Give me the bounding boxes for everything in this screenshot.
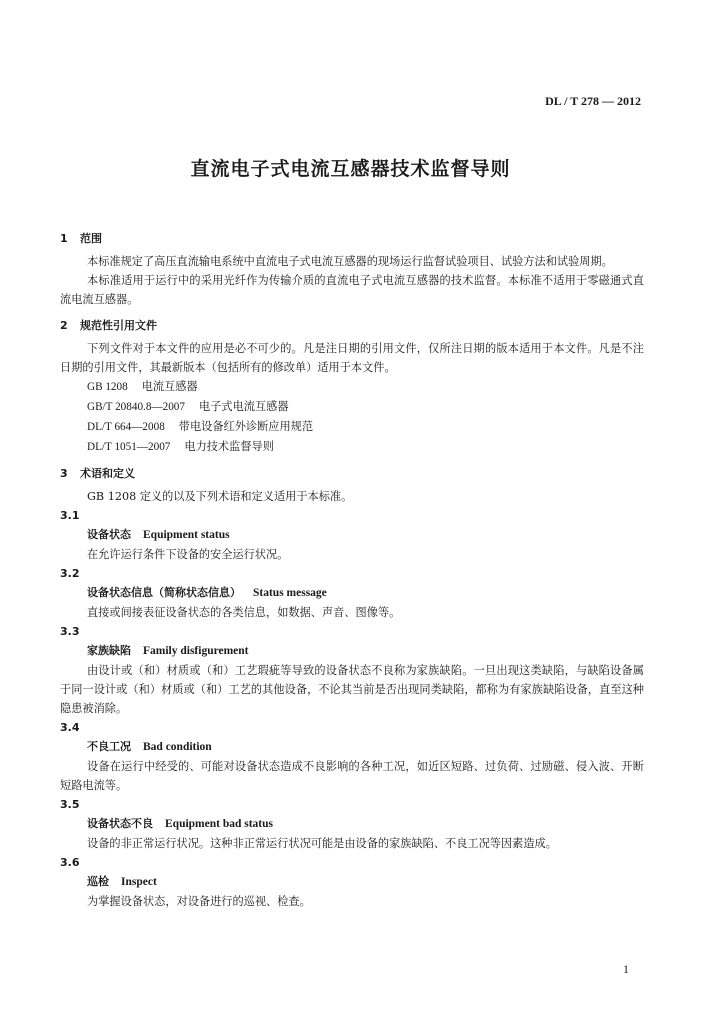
term-heading [60,814,644,834]
section-title: 术语和定义 [80,467,135,480]
reference-name: 电流互感器 [141,380,198,393]
term-definition: 在允许运行条件下设备的安全运行状况。 [87,548,289,561]
reference-name: 带电设备红外诊断应用规范 [178,420,314,433]
section-number: 3 [60,467,68,480]
clause-number: 3.4 [60,721,80,734]
clause-number: 3.5 [60,798,80,811]
term-cn: 设备状态信息（简称状态信息） [87,586,241,599]
document-title: 直流电子式电流互感器技术监督导则 [190,158,511,180]
section-number: 1 [60,232,68,245]
section-heading-references [60,316,644,335]
paragraph: 下列文件对于本文件的应用是必不可少的。凡是注日期的引用文件，仅所注日期的版本适用于本文件。凡是不注日期的引用文件，其最新版本（包括所有的修改单）适用于本文件。 [60,342,644,374]
term-heading [60,641,644,661]
term-definition: 由设计或（和）材质或（和）工艺瑕疵等导致的设备状态不良称为家族缺陷。一旦出现这类缺陷，与缺陷设备属于同一设计或（和）材质或（和）工艺的其他设备，不论其当前是否出现同类缺陷，都称为有家族缺陷设备，直至这种隐患被消除。 [60,664,644,715]
clause-number: 3.3 [60,625,80,638]
section-heading-terms [60,464,644,483]
section-title: 规范性引用文件 [80,319,157,332]
paragraph: 本标准适用于运行中的采用光纤作为传输介质的直流电子式电流互感器的技术监督。本标准不适用于零磁通式直流电流互感器。 [60,274,644,306]
reference-item [60,397,644,417]
section-title: 范围 [80,232,102,245]
section-heading-scope [60,229,644,248]
term-heading [60,737,644,757]
reference-item [60,417,644,437]
reference-item [60,437,644,457]
paragraph: 本标准规定了高压直流输电系统中直流电子式电流互感器的现场运行监督试验项目、试验方法和试验周期。 [87,255,613,268]
term-en: Equipment bad status [165,818,274,830]
term-en: Inspect [121,876,157,888]
term-heading [60,872,644,892]
document-body [60,226,644,911]
term-definition: 设备在运行中经受的、可能对设备状态造成不良影响的各种工况，如近区短路、过负荷、过励磁、侵入波、开断短路电流等。 [60,760,644,792]
reference-code: DL/T 664—2008 [87,421,165,433]
term-definition: 设备的非正常运行状况。这种非正常运行状况可能是由设备的家族缺陷、不良工况等因素造成。 [87,837,557,850]
section-number: 2 [60,319,68,332]
reference-code: DL/T 1051—2007 [87,441,171,453]
term-heading [60,525,644,545]
term-cn: 设备状态不良 [87,817,153,830]
term-en: Bad condition [143,741,212,753]
term-en: Status message [253,587,327,599]
term-heading [60,583,644,603]
reference-code: GB/T 20840.8—2007 [87,401,185,413]
paragraph: GB 1208 定义的以及下列术语和定义适用于本标准。 [87,490,353,503]
term-cn: 巡检 [87,875,109,888]
clause-number: 3.6 [60,856,80,869]
term-en: Family disfigurement [143,645,249,657]
term-cn: 设备状态 [87,528,131,541]
term-definition: 直接或间接表征设备状态的各类信息，如数据、声音、图像等。 [87,606,401,619]
term-cn: 不良工况 [87,740,131,753]
standard-code: DL / T 278 — 2012 [545,94,641,108]
page-number: 1 [623,962,629,976]
term-en: Equipment status [143,529,230,541]
clause-number: 3.1 [60,509,80,522]
reference-code: GB 1208 [87,381,128,393]
reference-item [60,377,644,397]
reference-name: 电力技术监督导则 [184,440,274,453]
term-cn: 家族缺陷 [87,644,131,657]
clause-number: 3.2 [60,567,80,580]
term-definition: 为掌握设备状态，对设备进行的巡视、检查。 [87,895,311,908]
reference-name: 电子式电流互感器 [199,400,289,413]
